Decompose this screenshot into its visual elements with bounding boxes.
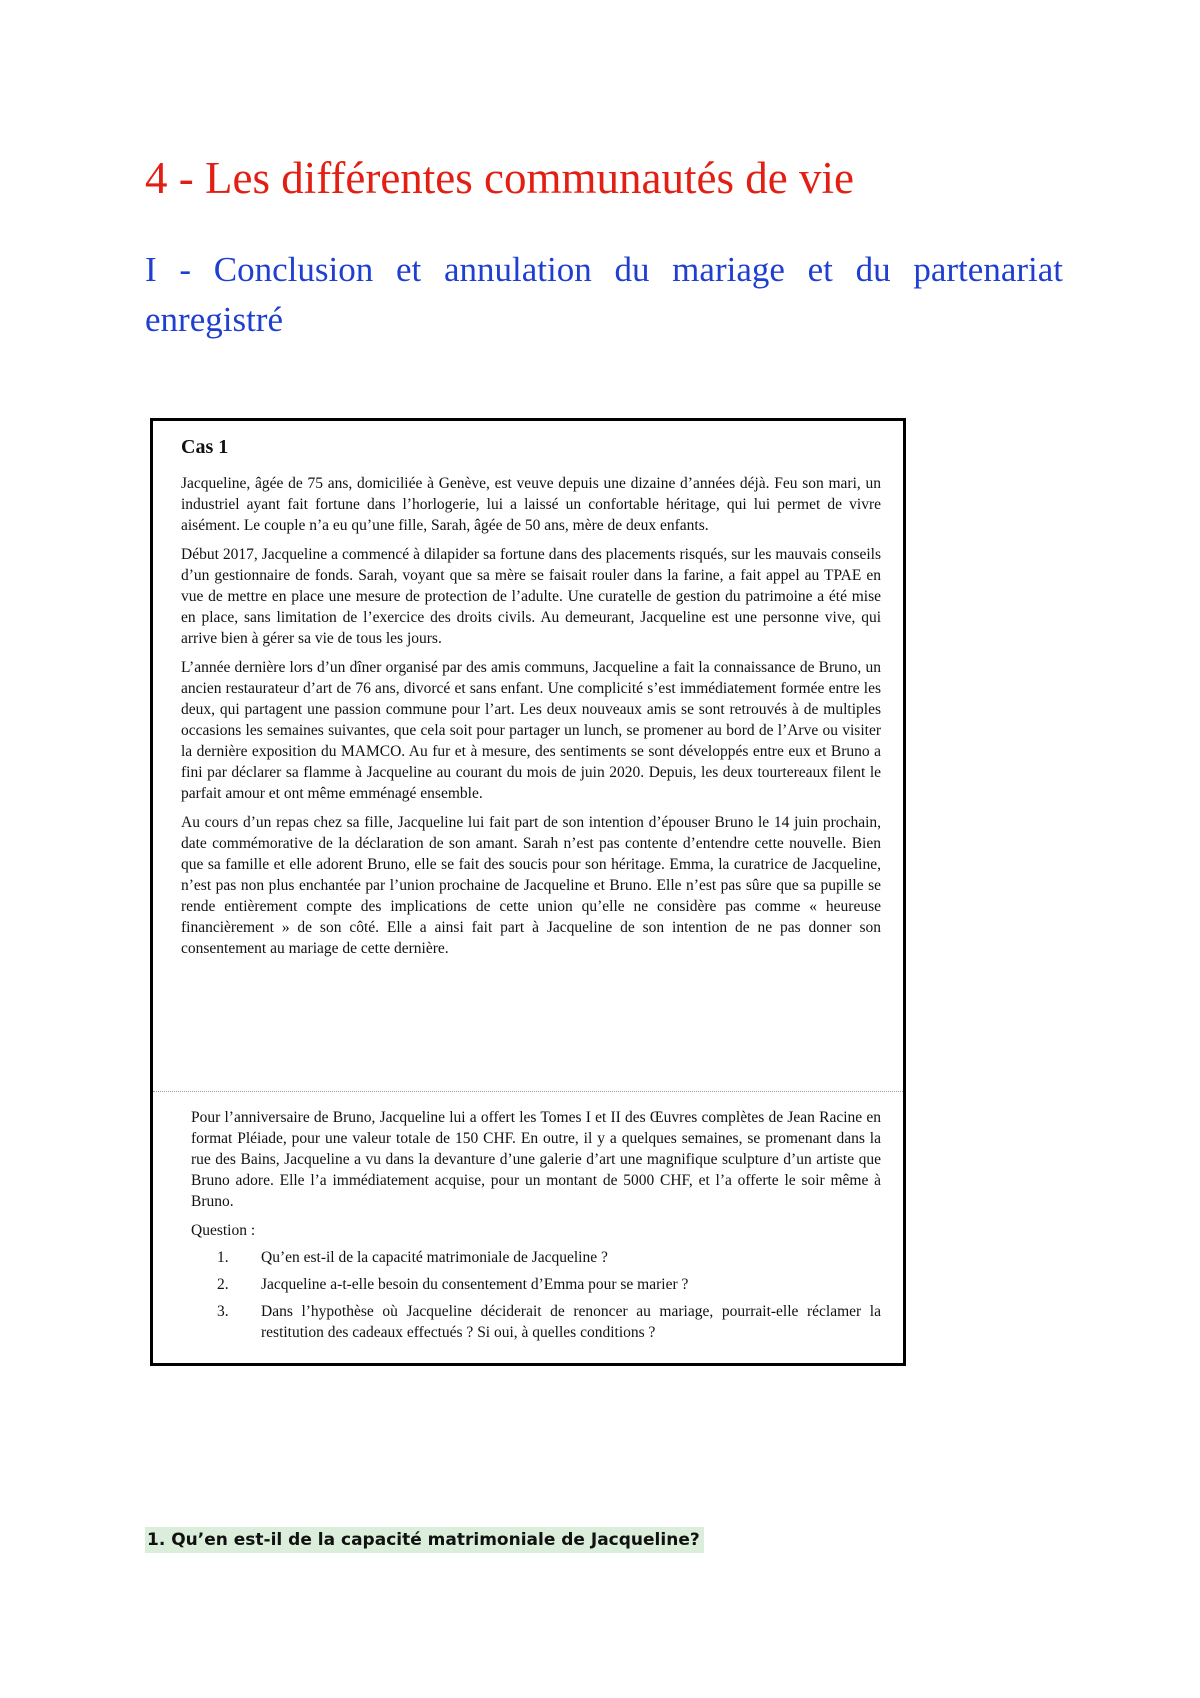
case-heading: Cas 1 [181, 436, 229, 458]
question-number: 1. [217, 1249, 229, 1266]
question-item [191, 1247, 881, 1268]
case-study-box [150, 418, 906, 1366]
page-break-separator [153, 1091, 903, 1092]
question-text: Jacqueline a-t-elle besoin du consentement d’Emma pour se marier ? [261, 1276, 689, 1293]
chapter-title: 4 - Les différentes communautés de vie [145, 153, 854, 203]
case-paragraph-3: L’année dernière lors d’un dîner organisé par des amis communs, Jacqueline a fait la connaissance de Bruno, un ancien restaurateur d’art de 76 ans, divorcé et sans enfant. Une complicité s’est immédiatement formée entre les deux, qui partagent une passion commune pour l’art. Les deux nouveaux amis se sont retrouvés à de multiples occasions les semaines suivantes, que cela soit pour partager un lunch, se promener au bord de l’Arve ou visiter la dernière exposition du MAMCO. Au fur et à mesure, des sentiments se sont développés entre eux et Bruno a fini par déclarer sa flamme à Jacqueline au courant du mois de juin 2020. Depuis, les deux tourtereaux filent le parfait amour et ont même emménagé ensemble. [181, 659, 881, 802]
case-paragraph-2: Début 2017, Jacqueline a commencé à dilapider sa fortune dans des placements risqués, sur les mauvais conseils d’un gestionnaire de fonds. Sarah, voyant que sa mère se faisait rouler dans la farine, a fait appel au TPAE en vue de mettre en place une mesure de protection de l’adulte. Une curatelle de gestion du patrimoine a été mise en place, sans limitation de l’exercice des droits civils. Au demeurant, Jacqueline est une personne vive, qui arrive bien à gérer sa vie de tous les jours. [181, 546, 881, 647]
question-item [191, 1301, 881, 1343]
question-number: 3. [217, 1303, 229, 1320]
section-title: I - Conclusion et annulation du mariage et du partenariat enregistré [145, 250, 1063, 339]
question-text: Qu’en est-il de la capacité matrimoniale de Jacqueline ? [261, 1249, 608, 1266]
case-paragraph-5: Pour l’anniversaire de Bruno, Jacqueline lui a offert les Tomes I et II des Œuvres complètes de Jean Racine en format Pléiade, pour une valeur totale de 150 CHF. En outre, il y a quelques semaines, se promenant dans la rue des Bains, Jacqueline a vu dans la devanture d’une galerie d’art une magnifique sculpture d’un artiste que Bruno adore. Elle l’a immédiatement acquise, pour un montant de 5000 CHF, et l’a offerte le soir même à Bruno. [191, 1109, 881, 1210]
question-heading: Question : [191, 1222, 256, 1239]
case-study-continuation [191, 1107, 881, 1349]
question-text: Dans l’hypothèse où Jacqueline déciderait de renoncer au mariage, pourrait-elle réclamer la restitution des cadeaux effectués ? Si oui, à quelles conditions ? [261, 1303, 881, 1341]
question-list [191, 1247, 881, 1343]
case-study-text [181, 435, 881, 967]
case-paragraph-4: Au cours d’un repas chez sa fille, Jacqueline lui fait part de son intention d’épouser Bruno le 14 juin prochain, date commémorative de la déclaration de son amant. Sarah n’est pas contente d’entendre cette nouvelle. Bien que sa famille et elle adorent Bruno, elle se fait des soucis pour son héritage. Emma, la curatrice de Jacqueline, n’est pas non plus enchantée par l’union prochaine de Jacqueline et Bruno. Elle n’est pas sûre que sa pupille se rende entièrement compte des implications de cette union qu’elle ne considère pas comme « heureuse financièrement » de son côté. Elle a ainsi fait part à Jacqueline de son intention de ne pas donner son consentement au mariage de cette dernière. [181, 814, 881, 957]
answer-heading: 1. Qu’en est-il de la capacité matrimoniale de Jacqueline? [145, 1527, 704, 1553]
question-number: 2. [217, 1276, 229, 1293]
case-paragraph-1: Jacqueline, âgée de 75 ans, domiciliée à Genève, est veuve depuis une dizaine d’années déjà. Feu son mari, un industriel ayant fait fortune dans l’horlogerie, lui a laissé un confortable héritage, qui lui permet de vivre aisément. Le couple n’a eu qu’une fille, Sarah, âgée de 50 ans, mère de deux enfants. [181, 475, 881, 534]
question-item [191, 1274, 881, 1295]
